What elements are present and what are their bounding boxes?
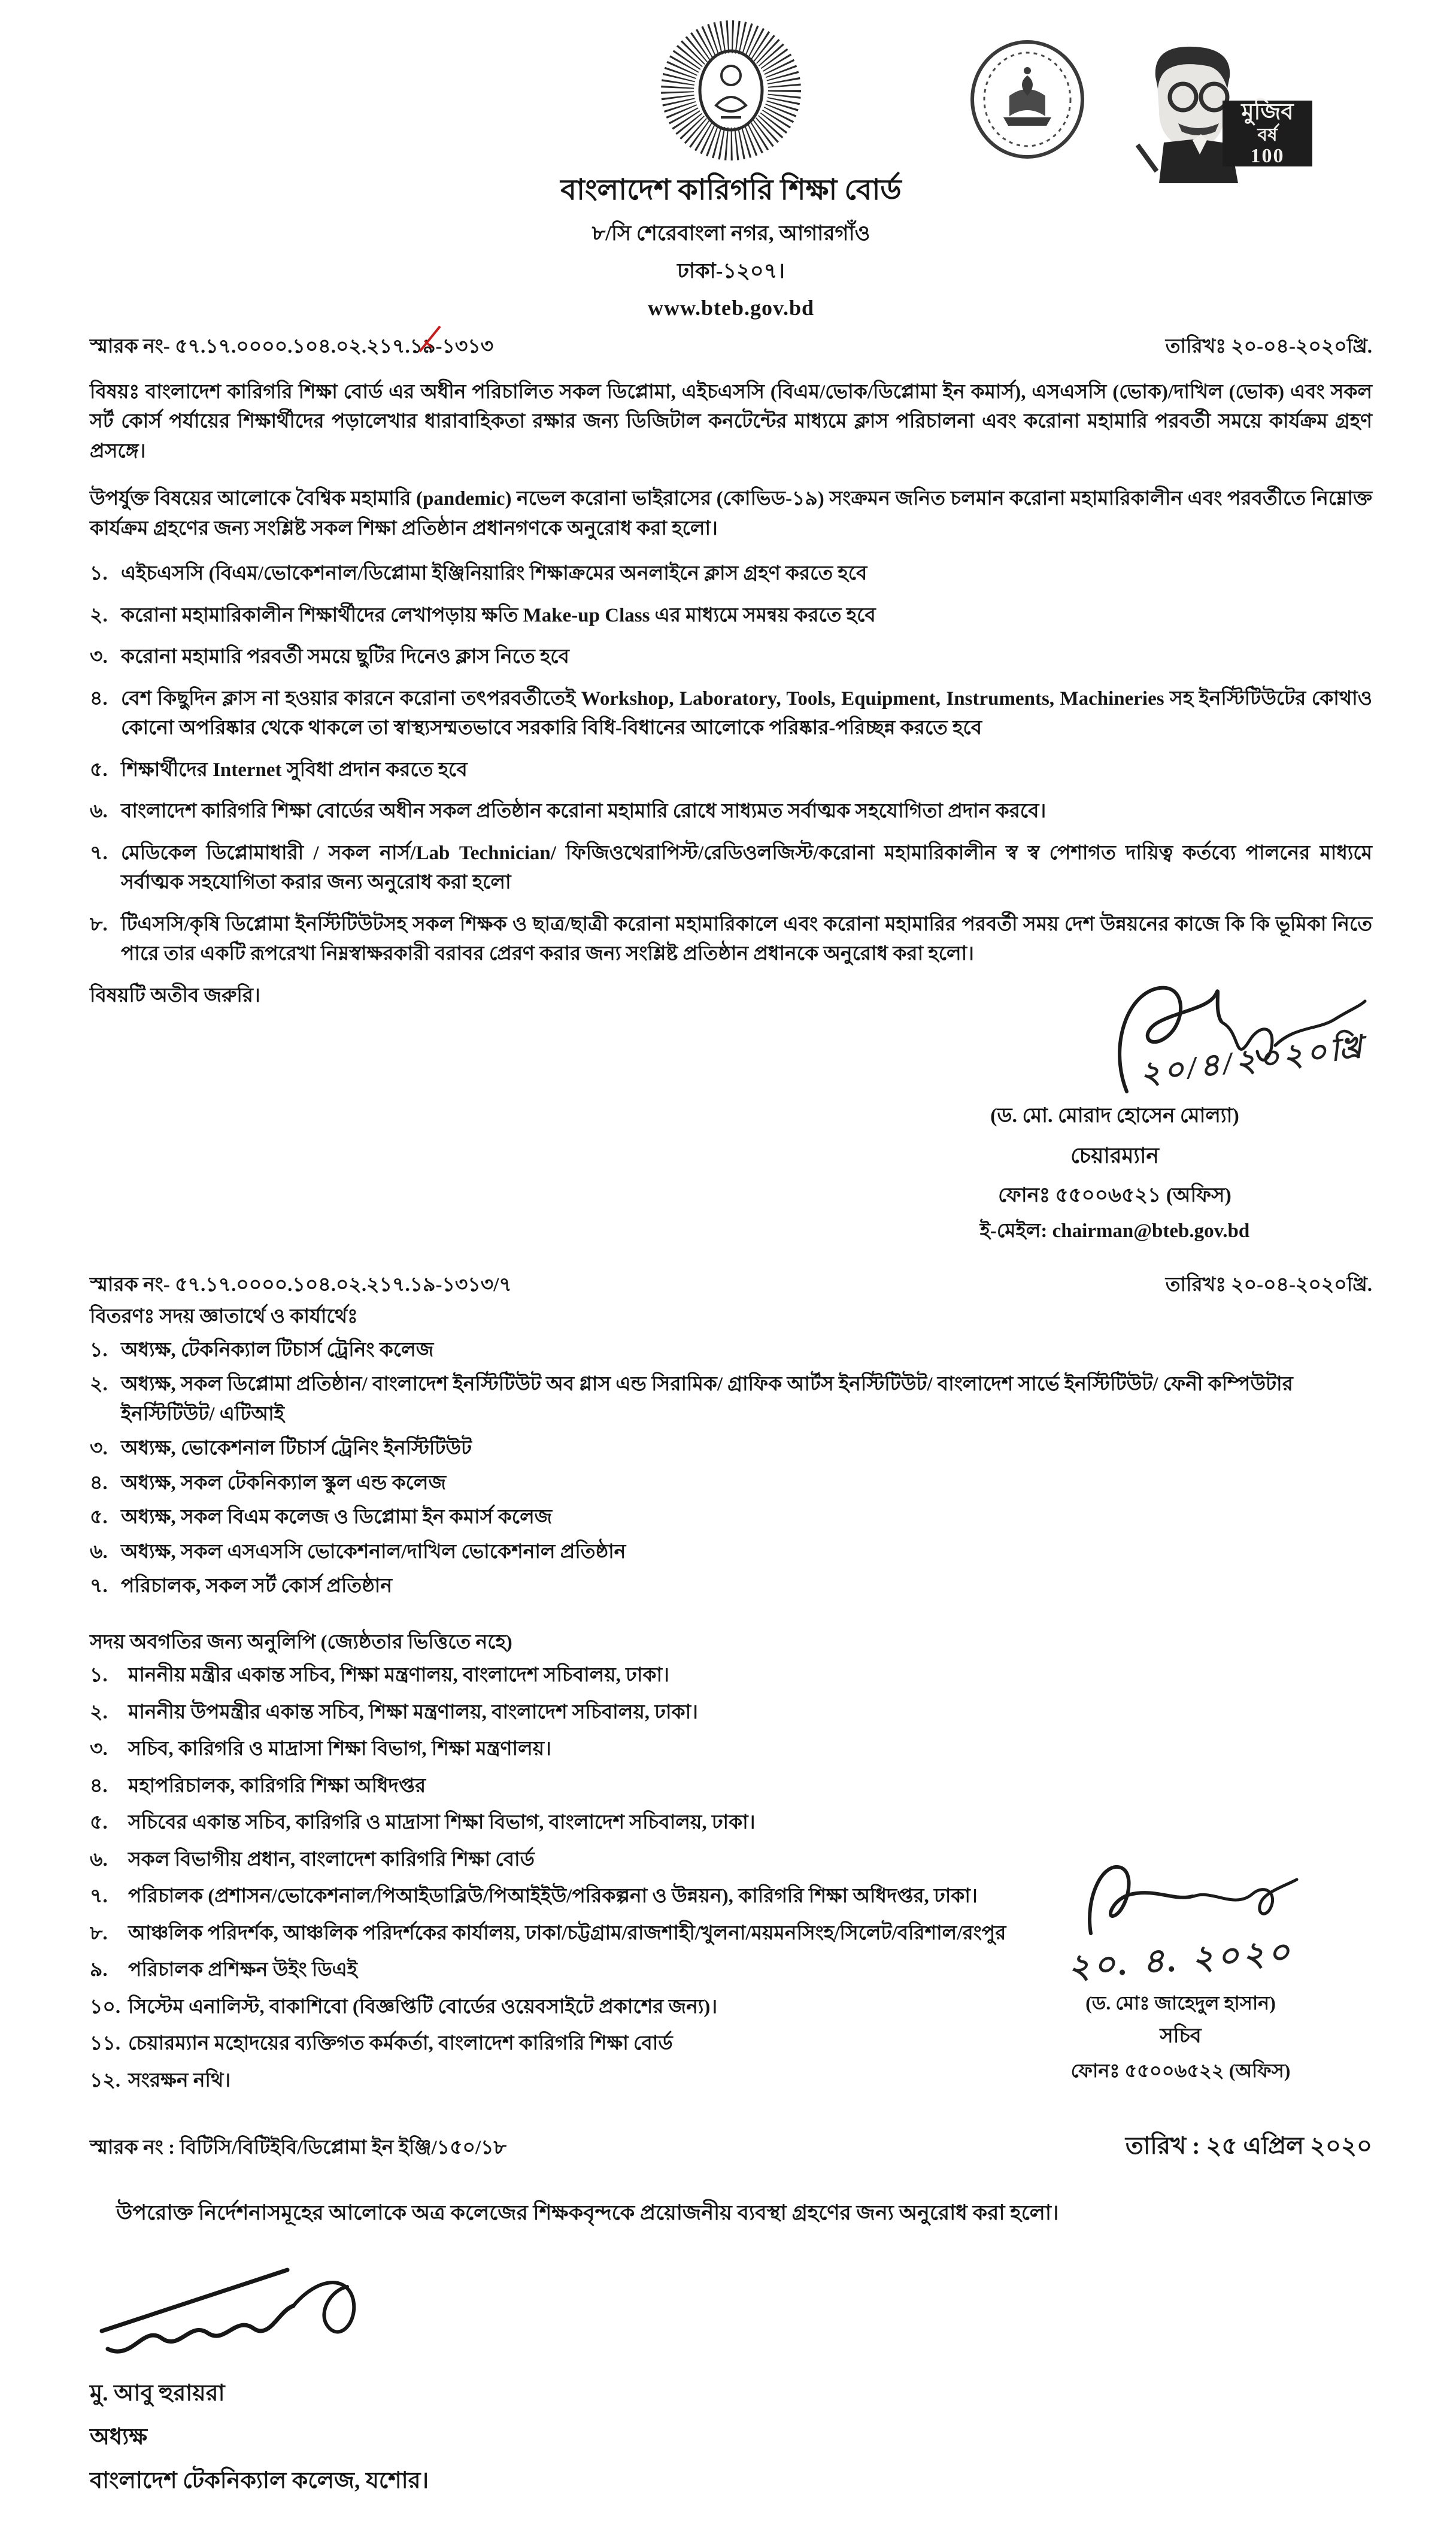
instruction-item	[90, 684, 1372, 744]
item-number: ৭.	[90, 1575, 108, 1597]
principal-title: অধ্যক্ষ	[90, 2424, 148, 2450]
item-number: ২.	[90, 1374, 108, 1395]
mujib-100-logo	[1121, 40, 1312, 183]
item-text: অধ্যক্ষ, সকল টেকনিক্যাল স্কুল এন্ড কলেজ	[121, 1472, 447, 1494]
item-text: টিএসসি/কৃষি ডিপ্লোমা ইনস্টিটিউটসহ সকল শিক্ষক ও ছাত্র/ছাত্রী করোনা মহামারিকালে এবং করোনা মহামারির পরবর্তী সময় দেশ উন্নয়নের কাজে কি কি ভূমিকা নিতে পারে তার একটি রূপরেখা নিম্নস্বাক্ষরকারী বরাবর প্রেরণ করার জন্য সংশ্লিষ্ট প্রতিষ্ঠান প্রধানকে অনুরোধ করা হলো।	[121, 913, 1372, 965]
distribution-item	[90, 1538, 1372, 1568]
item-text: অধ্যক্ষ, সকল এসএসসি ভোকেশনাল/দাখিল ভোকেশনাল প্রতিষ্ঠান	[121, 1541, 626, 1563]
distribution-item	[90, 1572, 1372, 1602]
principal-signature-block	[90, 2253, 581, 2498]
forwarding-note: উপরোক্ত নির্দেশনাসমূহের আলোকে অত্র কলেজের শিক্ষকবৃন্দকে প্রয়োজনীয় ব্যবস্থা গ্রহণের জন্য অনুরোধ করা হলো।	[116, 2201, 1059, 2224]
org-website: www.bteb.gov.bd	[647, 296, 815, 320]
item-number: ২.	[90, 1701, 108, 1723]
instruction-item	[90, 559, 1372, 589]
instruction-item	[90, 797, 1372, 827]
secretary-title: সচিব	[1160, 2024, 1202, 2047]
distribution-heading: বিতরণঃ সদয় জ্ঞাতার্থে ও কার্যার্থেঃ	[90, 1306, 358, 1327]
distribution-item	[90, 1434, 1372, 1464]
item-text: করোনা মহামারি পরবর্তী সময়ে ছুটির দিনেও ক্লাস নিতে হবে	[121, 646, 569, 668]
cc-heading: সদয় অবগতির জন্য অনুলিপি (জ্যেষ্ঠতার ভিত্তিতে নহে)	[90, 1631, 512, 1653]
memo1-row	[90, 332, 1372, 362]
chairman-phone: ফোনঃ ৫৫০০৬৫২১ (অফিস)	[998, 1184, 1231, 1207]
mujib-badge-line2: বর্ষ	[1257, 125, 1278, 145]
item-text: সচিব, কারিগরি ও মাদ্রাসা শিক্ষা বিভাগ, শিক্ষা মন্ত্রণালয়।	[128, 1738, 551, 1760]
item-text: শিক্ষার্থীদের Internet সুবিধা প্রদান করতে হবে	[121, 759, 468, 781]
item-number: ৭.	[90, 1886, 108, 1907]
secretary-phone: ফোনঃ ৫৫০০৬৫২২ (অফিস)	[1070, 2059, 1291, 2081]
urgent-note: বিষয়টি অতীব জরুরি।	[90, 984, 260, 1007]
item-text: বেশ কিছুদিন ক্লাস না হওয়ার কারনে করোনা তৎপরবর্তীতেই Workshop, Laboratory, Tools, Equipment, Instruments, Machineries সহ ইনস্টিটিউটের কোথাও কোনো অপরিষ্কার থেকে থাকলে তা স্বাস্থ্যসম্মতভাবে সরকারি বিধি-বিধানের আলোকে পরিষ্কার-পরিচ্ছন্ন করতে হবে	[121, 687, 1372, 739]
instruction-item	[90, 601, 1372, 631]
chairman-signature	[857, 975, 1372, 1101]
item-number: ৮.	[90, 913, 108, 935]
item-number: ২.	[90, 604, 108, 626]
item-text: করোনা মহামারিকালীন শিক্ষার্থীদের লেখাপড়ায় ক্ষতি Make-up Class এর মাধ্যমে সমন্বয় করতে হবে	[121, 604, 876, 626]
item-number: ৫.	[90, 759, 108, 781]
memo3-row	[90, 2128, 1372, 2164]
chairman-handwritten-date: ২০/৪/২০২০খ্রি	[1138, 1030, 1367, 1092]
item-text: মহাপরিচালক, কারিগরি শিক্ষা অধিদপ্তর	[128, 1775, 426, 1797]
item-number: ৪.	[90, 1472, 108, 1494]
org-address-line2: ঢাকা-১২০৭।	[677, 259, 785, 283]
item-number: ৪.	[90, 687, 108, 710]
item-number: ৬.	[90, 801, 108, 822]
instruction-item	[90, 756, 1372, 786]
principal-signature	[90, 2253, 401, 2367]
secretary-name: (ড. মোঃ জাহেদুল হাসান)	[1085, 1991, 1276, 2014]
item-number: ৬.	[90, 1848, 108, 1871]
distribution-item	[90, 1469, 1372, 1499]
distribution-item	[90, 1336, 1372, 1366]
item-text: মাননীয় উপমন্ত্রীর একান্ত সচিব, শিক্ষা মন্ত্রণালয়, বাংলাদেশ সচিবালয়, ঢাকা।	[128, 1701, 698, 1723]
item-number: ৮.	[90, 1922, 108, 1944]
instruction-item	[90, 910, 1372, 969]
item-text: সচিবের একান্ত সচিব, কারিগরি ও মাদ্রাসা শিক্ষা বিভাগ, বাংলাদেশ সচিবালয়, ঢাকা।	[128, 1812, 756, 1833]
cc-item	[90, 1772, 1372, 1802]
item-number: ১.	[90, 1665, 108, 1686]
item-text: অধ্যক্ষ, সকল বিএম কলেজ ও ডিপ্লোমা ইন কমার্স কলেজ	[121, 1506, 553, 1528]
item-text: অধ্যক্ষ, ভোকেশনাল টিচার্স ট্রেনিং ইনস্টিটিউট	[121, 1438, 472, 1459]
chairman-title: চেয়ারম্যান	[1070, 1144, 1159, 1168]
item-number: ৯.	[90, 1959, 108, 1981]
item-text: পরিচালক, সকল সর্ট কোর্স প্রতিষ্ঠান	[121, 1575, 392, 1597]
memo2-date: তারিখঃ ২০-০৪-২০২০খ্রি.	[1165, 1274, 1372, 1296]
item-text: চেয়ারম্যান মহোদয়ের ব্যক্তিগত কর্মকর্তা, বাংলাদেশ কারিগরি শিক্ষা বোর্ড	[128, 2033, 673, 2054]
item-number: ৪.	[90, 1775, 108, 1797]
instruction-item	[90, 839, 1372, 898]
item-text: পরিচালক (প্রশাসন/ভোকেশনাল/পিআইডাব্লিউ/পিআইইউ/পরিকল্পনা ও উন্নয়ন), কারিগরি শিক্ষা অধিদপ্তর, ঢাকা।	[128, 1886, 978, 1907]
item-text: মেডিকেল ডিপ্লোমাধারী / সকল নার্স/Lab Technician/ ফিজিওথেরাপিস্ট/রেডিওলজিস্ট/করোনা মহামারিকালীন স্ব স্ব পেশাগত দায়িত্ব কর্তব্যে পালনের মাধ্যমে সর্বাত্মক সহযোগিতা করার জন্য অনুরোধ করা হলো	[121, 842, 1372, 893]
item-number: ১১.	[90, 2033, 121, 2054]
item-text: অধ্যক্ষ, সকল ডিপ্লোমা প্রতিষ্ঠান/ বাংলাদেশ ইনস্টিটিউট অব গ্লাস এন্ড সিরামিক/ গ্রাফিক আর্টস ইনস্টিটিউট/ বাংলাদেশ সার্ভে ইনস্টিটিউট/ ফেনী কম্পিউটার ইনস্টিটিউট/ এটিআই	[121, 1374, 1293, 1425]
item-number: ৫.	[90, 1812, 108, 1833]
memo3-number: স্মারক নং : বিটিসি/বিটিইবি/ডিপ্লোমা ইন ইঞ্জি/১৫০/১৮	[90, 2137, 506, 2159]
distribution-item	[90, 1370, 1372, 1429]
cc-item	[90, 1661, 1372, 1691]
item-number: ৫.	[90, 1506, 108, 1528]
item-number: ৩.	[90, 1438, 108, 1459]
memo3-date: তারিখ : ২৫ এপ্রিল ২০২০	[1125, 2132, 1372, 2159]
org-address-line1: ৮/সি শেরেবাংলা নগর, আগারগাঁও	[592, 222, 870, 245]
distribution-list	[90, 1336, 1372, 1602]
chairman-name: (ড. মো. মোরাদ হোসেন মোল্যা)	[990, 1105, 1239, 1127]
memo2-number: স্মারক নং- ৫৭.১৭.০০০০.১০৪.০২.২১৭.১৯-১৩১৩/৭	[90, 1274, 512, 1296]
principal-name: মু. আবু হুরায়রা	[90, 2380, 225, 2406]
item-number: ১২.	[90, 2069, 121, 2091]
chairman-signature-block	[857, 975, 1372, 1247]
intro-paragraph: উপর্যুক্ত বিষয়ের আলোকে বৈশ্বিক মহামারি (pandemic) নভেল করোনা ভাইরাসের (কোভিড-১৯) সংক্রমন জনিত চলমান করোনা মহামারিকালীন এবং পরবর্তীতে নিম্নোক্ত কার্যক্রম গ্রহণের জন্য সংশ্লিষ্ট সকল শিক্ষা প্রতিষ্ঠান প্রধানগণকে অনুরোধ করা হলো।	[90, 488, 1372, 539]
subject-line: বিষয়ঃ বাংলাদেশ কারিগরি শিক্ষা বোর্ড এর অধীন পরিচালিত সকল ডিপ্লোমা, এইচএসসি (বিএম/ভোক/ডিপ্লোমা ইন কমার্স), এসএসসি (ভোক)/দাখিল (ভোক) এবং সকল সর্ট কোর্স পর্যায়ের শিক্ষার্থীদের পড়ালেখার ধারাবাহিকতা রক্ষার জন্য ডিজিটাল কনটেন্টের মাধ্যমে ক্লাস পরিচালনা এবং করোনা মহামারি পরবর্তী সময়ে কার্যক্রম গ্রহণ প্রসঙ্গে।	[90, 381, 1372, 462]
instruction-list	[90, 559, 1372, 969]
college-seal-logo	[967, 40, 1087, 159]
item-text: মাননীয় মন্ত্রীর একান্ত সচিব, শিক্ষা মন্ত্রণালয়, বাংলাদেশ সচিবালয়, ঢাকা।	[128, 1665, 669, 1686]
item-number: ৩.	[90, 646, 108, 668]
item-text: সিস্টেম এনালিস্ট, বাকাশিবো (বিজ্ঞপ্তিটি বোর্ডের ওয়েবসাইটে প্রকাশের জন্য)।	[128, 1996, 718, 2018]
item-number: ১.	[90, 563, 108, 584]
item-text: সংরক্ষন নথি।	[128, 2069, 231, 2091]
secretary-handwritten-date: ২০. ৪. ২০২০	[1066, 1933, 1295, 1986]
letterhead	[90, 16, 1372, 324]
mujib-badge-line1: মুজিব	[1241, 99, 1294, 125]
cc-item	[90, 1808, 1372, 1838]
item-text: অধ্যক্ষ, টেকনিক্যাল টিচার্স ট্রেনিং কলেজ	[121, 1339, 434, 1361]
chairman-email: ই-মেইল: chairman@bteb.gov.bd	[979, 1220, 1250, 1242]
distribution-item	[90, 1503, 1372, 1533]
item-number: ৬.	[90, 1541, 108, 1563]
instruction-item	[90, 642, 1372, 672]
secretary-signature-block	[1001, 1844, 1360, 2085]
item-number: ১.	[90, 1339, 108, 1361]
cc-item	[90, 1698, 1372, 1728]
header-right-logos	[967, 40, 1312, 183]
mujib-badge-100: 100	[1250, 144, 1285, 167]
item-text: আঞ্চলিক পরিদর্শক, আঞ্চলিক পরিদর্শকের কার্যালয়, ঢাকা/চট্টগ্রাম/রাজশাহী/খুলনা/ময়মনসিংহ/সিলেট/বরিশাল/রংপুর	[128, 1922, 1006, 1944]
item-text: পরিচালক প্রশিক্ষন উইং ডিএই	[128, 1959, 357, 1981]
memo1-date: তারিখঃ ২০-০৪-২০২০খ্রি.	[1165, 336, 1372, 357]
item-text: সকল বিভাগীয় প্রধান, বাংলাদেশ কারিগরি শিক্ষা বোর্ড	[128, 1848, 535, 1871]
item-number: ৭.	[90, 842, 108, 864]
principal-institute: বাংলাদেশ টেকনিক্যাল কলেজ, যশোর।	[90, 2468, 429, 2493]
item-text: এইচএসসি (বিএম/ভোকেশনাল/ডিপ্লোমা ইঞ্জিনিয়ারিং শিক্ষাক্রমের অনলাইনে ক্লাস গ্রহণ করতে হবে	[121, 563, 867, 584]
cc-section	[90, 1628, 1372, 2096]
cc-item	[90, 1735, 1372, 1765]
org-name: বাংলাদেশ কারিগরি শিক্ষা বোর্ড	[560, 174, 902, 206]
memo1-number-text: স্মারক নং- ৫৭.১৭.০০০০.১০৪.০২.২১৭.১৯-১৩১৩	[90, 336, 494, 357]
item-text: বাংলাদেশ কারিগরি শিক্ষা বোর্ডের অধীন সকল প্রতিষ্ঠান করোনা মহামারি রোধে সাধ্যমত সর্বাত্মক সহযোগিতা প্রদান করবে।	[121, 801, 1046, 822]
item-number: ১০.	[90, 1996, 121, 2018]
item-number: ৩.	[90, 1738, 108, 1760]
memo1-number	[90, 332, 493, 362]
memo2-row	[90, 1271, 1372, 1301]
